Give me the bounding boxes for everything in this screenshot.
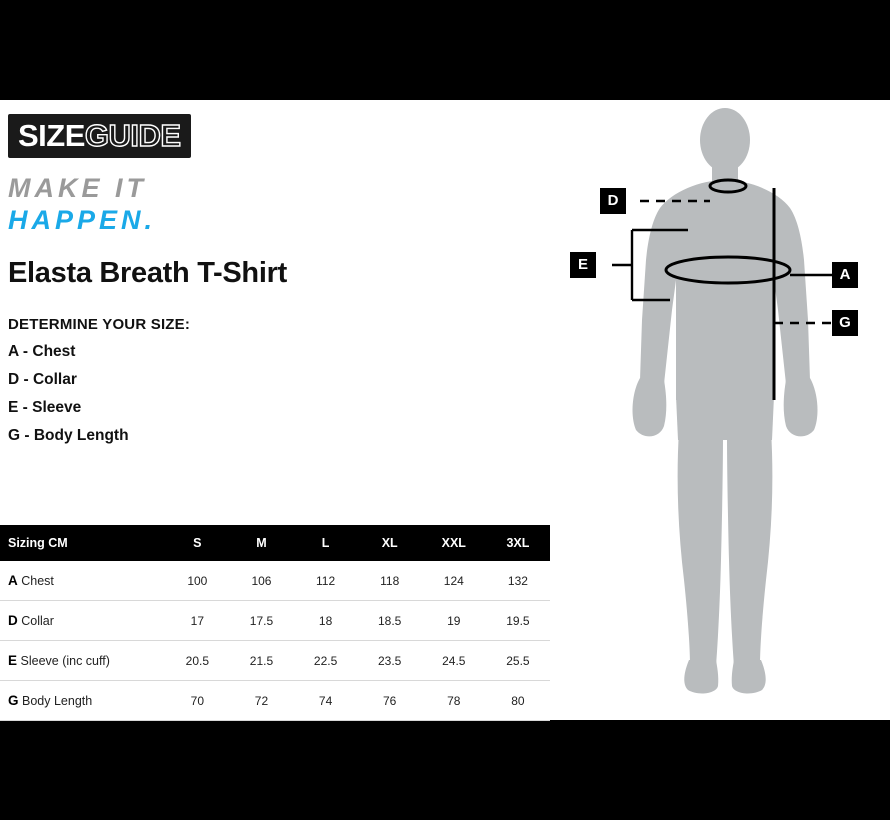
instructions-heading: DETERMINE YOUR SIZE:: [8, 315, 191, 333]
cell-chest-m: 106: [251, 573, 272, 588]
tagline-line-2: HAPPEN.: [8, 205, 157, 236]
row-name-body-length: Body Length: [22, 694, 93, 708]
cell-body-length-xxl: 78: [447, 693, 461, 708]
callout-tag-a: A: [832, 262, 858, 288]
cell-collar-3xl: 19.5: [506, 613, 530, 628]
table-header-xl: XL: [358, 525, 422, 561]
row-label-body-length: [0, 681, 165, 721]
legend-item-chest: A - Chest: [8, 342, 76, 360]
table-row: [0, 561, 550, 601]
cell-body-length-m: 72: [254, 693, 269, 708]
cell-collar-xxl: 19: [447, 613, 461, 628]
callout-tag-e: E: [570, 252, 596, 278]
row-key-g: G: [8, 693, 19, 708]
cell-sleeve-xxl: 24.5: [442, 653, 466, 668]
legend-item-body-length: G - Body Length: [8, 426, 129, 444]
row-key-d: D: [8, 613, 18, 628]
cell-chest-xxl: 124: [443, 573, 464, 588]
table-header-s: S: [165, 525, 229, 561]
cell-sleeve-m: 21.5: [249, 653, 274, 668]
sizing-table: [0, 525, 550, 721]
left-column: [8, 114, 568, 455]
legend-item-sleeve: E - Sleeve: [8, 398, 82, 416]
row-label-collar: [0, 601, 165, 641]
table-header-row: [0, 525, 550, 561]
cell-body-length-3xl: 80: [511, 693, 525, 708]
callout-tag-d: D: [600, 188, 626, 214]
row-name-sleeve: Sleeve (inc cuff): [20, 654, 110, 668]
table-header-xxl: XXL: [422, 525, 486, 561]
cell-sleeve-3xl: 25.5: [506, 653, 530, 668]
table-row: [0, 601, 550, 641]
row-label-sleeve: [0, 641, 165, 681]
cell-chest-s: 100: [187, 573, 208, 588]
product-title: Elasta Breath T-Shirt: [8, 256, 287, 289]
table-row: [0, 641, 550, 681]
row-name-collar: Collar: [21, 614, 54, 628]
table-row: [0, 681, 550, 721]
cell-sleeve-xl: 23.5: [378, 653, 402, 668]
legend-item-collar: D - Collar: [8, 370, 77, 388]
cell-sleeve-s: 20.5: [185, 653, 210, 668]
size-guide-sheet: [0, 100, 890, 720]
cell-body-length-s: 70: [190, 693, 205, 708]
tagline-line-1: MAKE IT: [8, 173, 147, 203]
cell-sleeve-l: 22.5: [313, 653, 338, 668]
table-header-sizing-cm: Sizing CM: [0, 525, 165, 561]
row-key-e: E: [8, 653, 18, 668]
logo-text-guide: GUIDE: [84, 118, 181, 153]
cell-collar-l: 18: [318, 613, 333, 628]
callout-tag-g: G: [832, 310, 858, 336]
body-diagram: [560, 100, 890, 720]
row-name-chest: Chest: [21, 574, 54, 588]
cell-collar-m: 17.5: [249, 613, 274, 628]
table-header-m: M: [229, 525, 293, 561]
cell-collar-s: 17: [190, 613, 205, 628]
sizing-table-wrapper: [0, 525, 550, 721]
cell-chest-3xl: 132: [507, 573, 528, 588]
cell-body-length-l: 74: [318, 693, 333, 708]
cell-chest-xl: 118: [380, 573, 400, 588]
table-header-3xl: 3XL: [486, 525, 550, 561]
measurement-legend: [8, 343, 568, 445]
logo-text-size: SIZE: [18, 118, 85, 153]
cell-chest-l: 112: [316, 573, 336, 588]
cell-body-length-xl: 76: [383, 693, 397, 708]
size-guide-logo: [8, 114, 191, 158]
cell-collar-xl: 18.5: [378, 613, 402, 628]
row-key-a: A: [8, 573, 18, 588]
table-header-l: L: [294, 525, 358, 561]
row-label-chest: [0, 561, 165, 601]
